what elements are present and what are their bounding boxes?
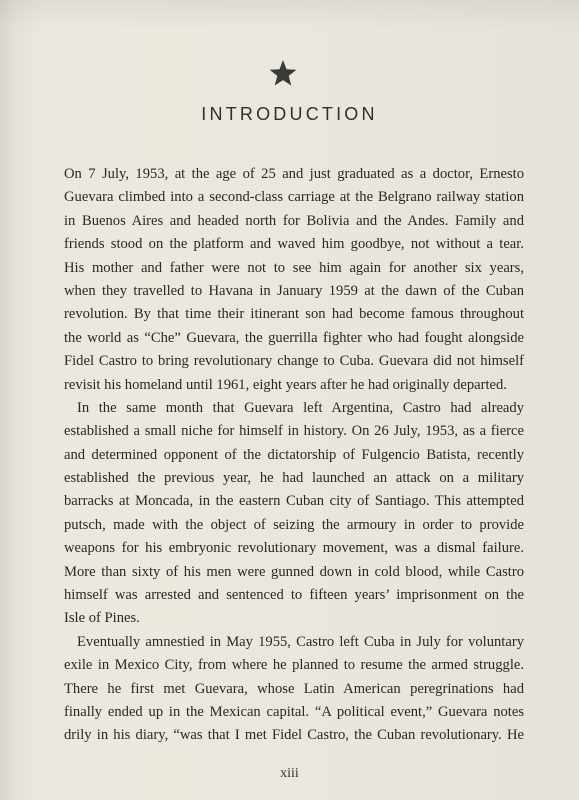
text-line: drily in his diary, “was that I met Fidel Castro, the Cuban revolutionary. He [64, 727, 524, 744]
text-line: when they travelled to Havana in January 1959 at the dawn of the Cuban [64, 282, 524, 299]
text-line: Eventually amnestied in May 1955, Castro left Cuba in July for voluntary [77, 633, 524, 650]
paragraph-2 [64, 397, 524, 631]
text-line: exile in Mexico City, from where he planned to resume the armed struggle. [64, 657, 524, 674]
text-line: Guevara climbed into a second-class carriage at the Belgrano railway station [64, 189, 524, 206]
text-line: himself was arrested and sentenced to fifteen years’ imprisonment on the [64, 587, 524, 604]
body-text [64, 163, 524, 748]
text-line: weapons for his embryonic revolutionary movement, was a dismal failure. [64, 540, 524, 557]
text-line: revolution. By that time their itinerant son had become famous throughout [64, 306, 524, 323]
text-line: There he first met Guevara, whose Latin American peregrinations had [64, 680, 524, 697]
page-number: xiii [280, 766, 299, 781]
text-line: In the same month that Guevara left Argentina, Castro had already [77, 399, 524, 416]
text-line: On 7 July, 1953, at the age of 25 and just graduated as a doctor, Ernesto [64, 166, 524, 182]
text-line: More than sixty of his men were gunned down in cold blood, while Castro [64, 563, 524, 580]
text-line: putsch, made with the object of seizing the armoury in order to provide [64, 516, 524, 533]
text-line: established a small niche for himself in history. On 26 July, 1953, as a fierce [64, 423, 524, 440]
chapter-title: INTRODUCTION [201, 104, 378, 124]
text-line: Isle of Pines. [64, 610, 140, 627]
text-line: friends stood on the platform and waved him goodbye, not without a tear. [64, 236, 524, 253]
text-line: the world as “Che” Guevara, the guerrilla fighter who had fought alongside [64, 329, 524, 346]
text-line: established the previous year, he had launched an attack on a military [64, 470, 524, 487]
text-line: and determined opponent of the dictatorship of Fulgencio Batista, recently [64, 446, 524, 463]
text-line: finally ended up in the Mexican capital. “A political event,” Guevara notes [64, 703, 524, 720]
star-icon [268, 58, 298, 88]
text-line: in Buenos Aires and headed north for Bolivia and the Andes. Family and [64, 212, 524, 229]
text-line: barracks at Moncada, in the eastern Cuban city of Santiago. This attempted [64, 493, 524, 510]
text-line: Fidel Castro to bring revolutionary change to Cuba. Guevara did not himself [64, 353, 524, 370]
text-line: His mother and father were not to see him again for another six years, [64, 259, 524, 276]
paragraph-3 [64, 631, 524, 748]
paragraph-1 [64, 163, 524, 397]
text-line: revisit his homeland until 1961, eight years after he had originally departed. [64, 376, 507, 393]
